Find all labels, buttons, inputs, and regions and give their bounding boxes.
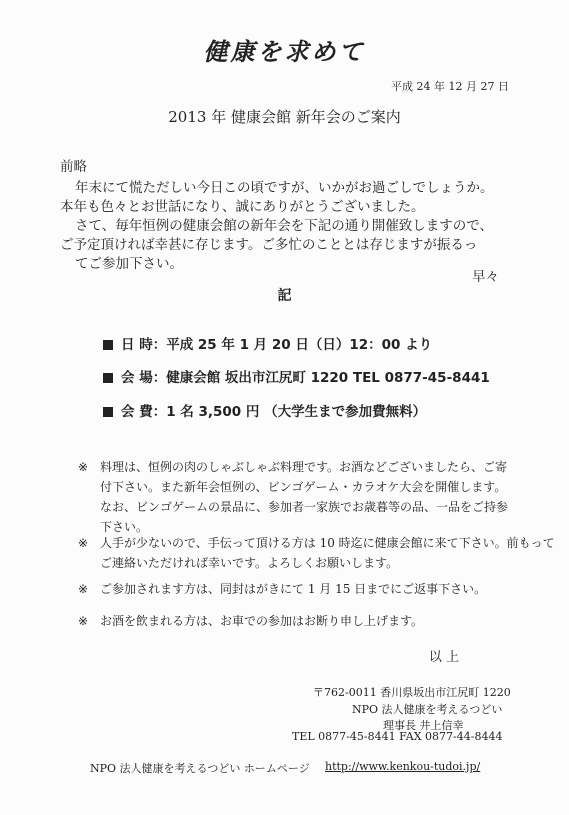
- note-item: [78, 612, 423, 629]
- note-mark: ※: [78, 460, 89, 474]
- note-item: [78, 534, 555, 571]
- detail-venue-text: 会 場：健康会館 坂出市江尻町 1220 TEL 0877-45-8441: [121, 370, 490, 386]
- footer-homepage-label: NPO 法人健康を考えるつどい ホームページ: [90, 762, 310, 775]
- note-mark: ※: [78, 614, 89, 628]
- note-item: [78, 458, 508, 535]
- sender-org: NPO 法人健康を考えるつどい: [352, 703, 503, 716]
- note-line: 人手が少ないので、手伝って頂ける方は 10 時迄に健康会館に来て下さい。前もって: [100, 536, 555, 550]
- end-mark: 以 上: [428, 650, 459, 665]
- square-bullet-icon: [103, 407, 113, 417]
- note-line: なお、ビンゴゲームの景品に、参加者一家族でお歳暮等の品、一品をご持参: [100, 500, 509, 514]
- detail-fee-text: 会 費：1 名 3,500 円 （大学生まで参加費無料）: [121, 404, 427, 420]
- homepage-link[interactable]: http://www.kenkou-tudoi.jp/: [325, 760, 481, 773]
- letter-line-3: さて、毎年恒例の健康会館の新年会を下記の通り開催致しますので、: [75, 218, 493, 234]
- letter-line-4: ご予定頂ければ幸甚に存じます。ご多忙のこととは存じますが振るっ: [60, 237, 478, 253]
- letter-line-1: 年末にて慌ただしい今日この頃ですが、いかがお過ごしでしょうか。: [75, 180, 494, 196]
- sender-address: 〒762-0011 香川県坂出市江尻町 1220: [313, 686, 511, 699]
- detail-datetime: [103, 333, 432, 353]
- note-line: ご連絡いただければ幸いです。よろしくお願いします。: [100, 556, 399, 570]
- document-title: 健康を求めて: [203, 37, 366, 66]
- note-line: ご参加されます方は、同封はがきにて 1 月 15 日までにご返事下さい。: [100, 582, 487, 596]
- letter-line-2: 本年も色々とお世話になり、誠にありがとうございました。: [60, 199, 425, 215]
- salutation: 前略: [60, 159, 87, 175]
- letter-subject: 2013 年 健康会館 新年会のご案内: [168, 108, 401, 126]
- detail-fee: [103, 400, 426, 420]
- letter-date: 平成 24 年 12 月 27 日: [391, 80, 509, 93]
- square-bullet-icon: [103, 373, 113, 383]
- note-line: 料理は、恒例の肉のしゃぶしゃぶ料理です。お酒などございましたら、ご寄: [100, 460, 508, 474]
- detail-venue: [103, 366, 490, 386]
- note-line: お酒を飲まれる方は、お車での参加はお断り申し上げます。: [100, 614, 424, 628]
- sender-chair: 理事長 井上信幸: [383, 719, 464, 732]
- closing-word: 早々: [472, 269, 499, 285]
- note-line: 付下さい。また新年会恒例の、ビンゴゲーム・カラオケ大会を開催します。: [100, 480, 507, 494]
- note-mark: ※: [78, 582, 89, 596]
- note-item: [78, 580, 486, 597]
- letter-line-5: てご参加下さい。: [75, 256, 183, 272]
- note-mark: ※: [78, 536, 89, 550]
- note-line: 下さい。: [100, 520, 149, 534]
- square-bullet-icon: [103, 340, 113, 350]
- detail-datetime-text: 日 時：平成 25 年 1 月 20 日（日）12：00 より: [121, 337, 433, 353]
- ki-heading: 記: [277, 288, 292, 304]
- sender-tel-fax: TEL 0877-45-8441 FAX 0877-44-8444: [292, 730, 503, 743]
